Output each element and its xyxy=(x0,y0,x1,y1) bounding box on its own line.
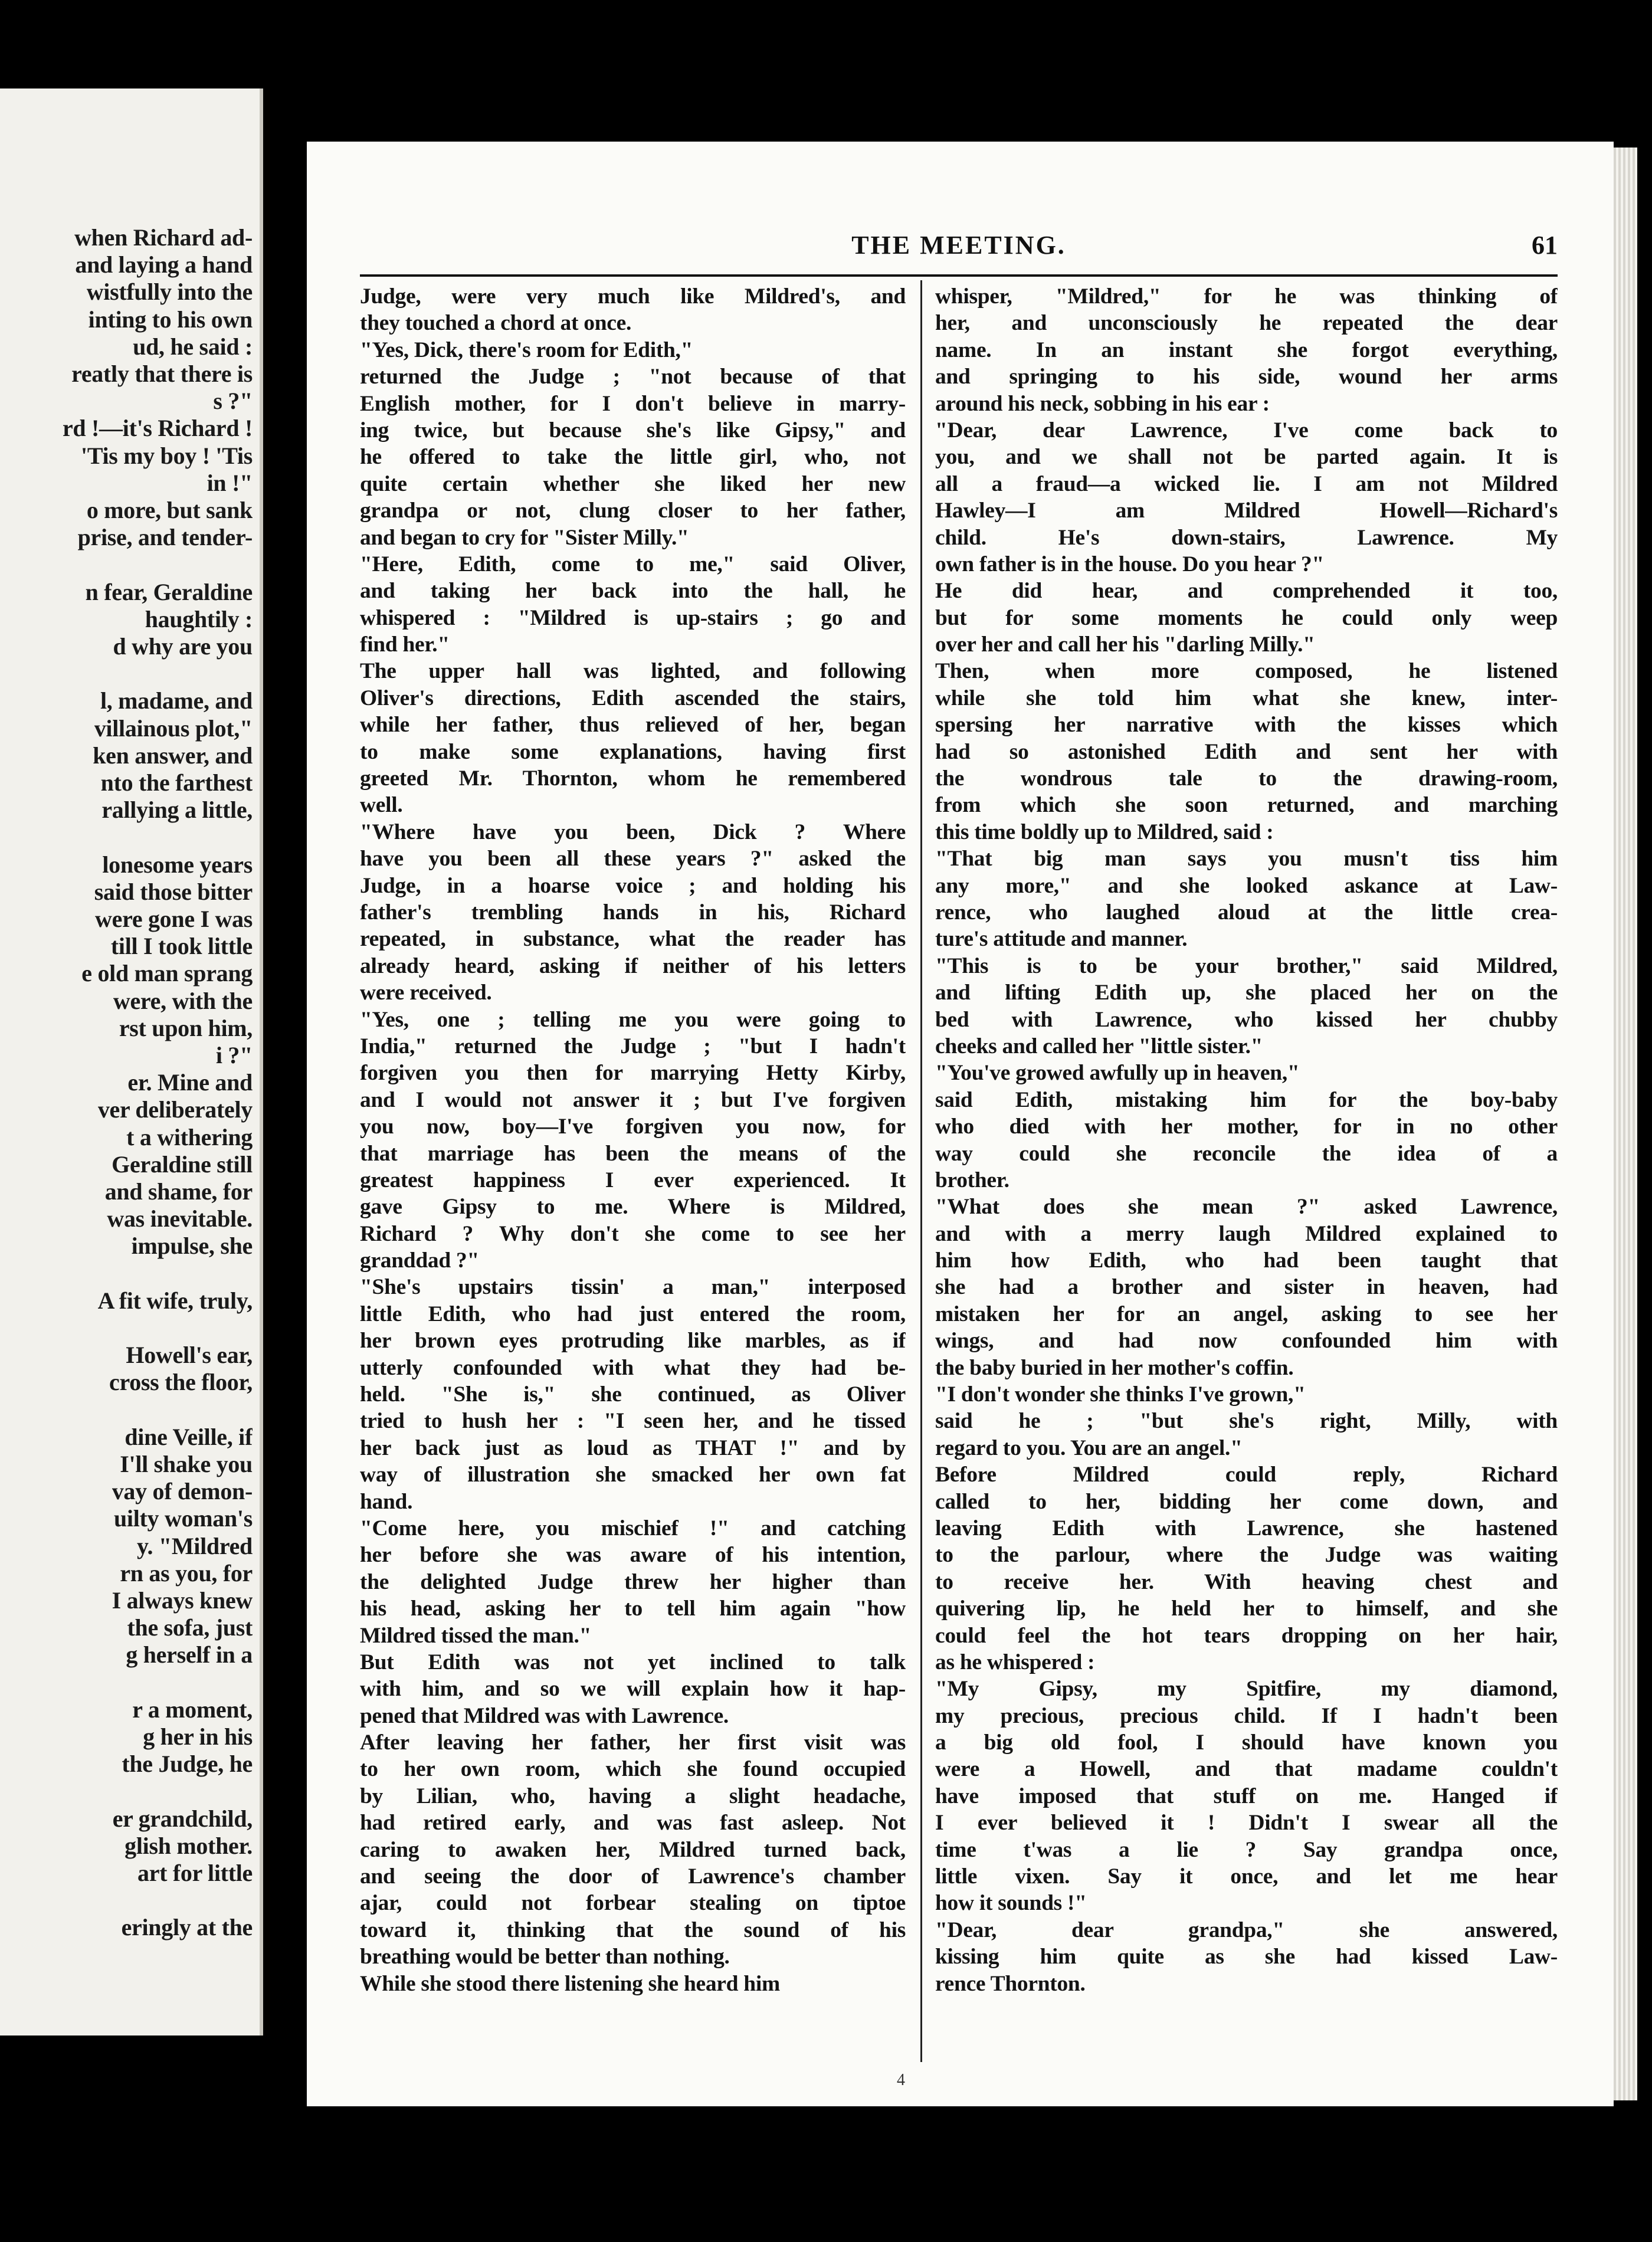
right-column-text-line: time t'was a lie ? Say grandpa once, xyxy=(935,1837,1558,1862)
left-column-text-line: and taking her back into the hall, he xyxy=(360,579,906,604)
right-column-text-line: around his neck, sobbing in his ear : xyxy=(935,391,1270,416)
previous-page-text-line: rd !—it's Richard ! xyxy=(62,415,253,442)
left-column-text-line: greeted Mr. Thornton, whom he remembered xyxy=(360,766,906,791)
right-column-text-line: how it sounds !" xyxy=(935,1891,1087,1916)
previous-page-text-line: rallying a little, xyxy=(101,796,253,824)
previous-page-text-line: s ?" xyxy=(213,388,253,415)
left-column-text-line: returned the Judge ; "not because of that xyxy=(360,365,906,389)
left-column-text-line: while her father, thus relieved of her, began xyxy=(360,713,906,738)
right-column-text-line: to the parlour, where the Judge was waiting xyxy=(935,1543,1558,1568)
previous-page-text-line: i ?" xyxy=(215,1042,253,1068)
left-column-text-line: While she stood there listening she heard him xyxy=(360,1971,780,1996)
left-column-text-line: you now, boy—I've forgiven you now, for xyxy=(360,1115,906,1139)
right-column-text-line: him how Edith, who had been taught that xyxy=(935,1248,1558,1273)
right-column-text-line: a big old fool, I should have known you xyxy=(935,1730,1558,1755)
previous-page-text-line: impulse, she xyxy=(131,1233,253,1260)
left-column-text-line: Judge, in a hoarse voice ; and holding his xyxy=(360,873,906,898)
right-column-text-line: and springing to his side, wound her arms xyxy=(935,365,1558,389)
previous-page-text-line: er grandchild, xyxy=(112,1805,253,1832)
left-column-text-line: he offered to take the little girl, who, not xyxy=(360,445,906,470)
right-column-text-line: over her and call her his "darling Milly." xyxy=(935,632,1315,657)
left-column xyxy=(360,283,906,1997)
previous-page-text-line: art for little xyxy=(137,1860,253,1886)
previous-page-text-line: was inevitable. xyxy=(107,1205,253,1233)
right-column-text-line: the wondrous tale to the drawing-room, xyxy=(935,766,1558,791)
previous-page-text-line: said those bitter xyxy=(94,878,253,905)
left-column-text-line: find her." xyxy=(360,632,450,657)
right-column-text-line: said Edith, mistaking him for the boy-baby xyxy=(935,1087,1558,1112)
right-column-text-line: child. He's down-stairs, Lawrence. My xyxy=(935,525,1558,550)
right-column-text-line: bed with Lawrence, who kissed her chubby xyxy=(935,1007,1558,1032)
previous-page-text-line: reatly that there is xyxy=(71,360,253,387)
right-column-text-line: kissing him quite as she had kissed Law- xyxy=(935,1945,1558,1969)
right-column-text-line: "What does she mean ?" asked Lawrence, xyxy=(935,1195,1558,1220)
signature-mark: 4 xyxy=(897,2071,905,2089)
left-column-text-line: quite certain whether she liked her new xyxy=(360,471,906,496)
left-column-text-line: Richard ? Why don't she come to see her xyxy=(360,1221,906,1246)
left-column-text-line: they touched a chord at once. xyxy=(360,311,632,336)
previous-page-text-line: l, madame, and xyxy=(100,687,253,714)
left-column-text-line: India," returned the Judge ; "but I hadn't xyxy=(360,1034,906,1058)
right-column-text-line: this time boldly up to Mildred, said : xyxy=(935,820,1274,844)
previous-page-text-line: eringly at the xyxy=(121,1914,253,1941)
left-column-text-line: her brown eyes protruding like marbles, as if xyxy=(360,1329,906,1353)
right-column-text-line: wings, and had now confounded him with xyxy=(935,1329,1558,1353)
left-column-text-line: have you been all these years ?" asked the xyxy=(360,847,906,871)
previous-page-text-line: ud, he said : xyxy=(133,333,253,360)
left-column-text-line: "Yes, one ; telling me you were going to xyxy=(360,1007,906,1032)
left-column-text-line: ing twice, but because she's like Gipsy," and xyxy=(360,418,906,442)
left-column-text-line: the delighted Judge threw her higher than xyxy=(360,1569,906,1594)
left-column-text-line: After leaving her father, her first visit was xyxy=(360,1730,906,1755)
left-column-text-line: gave Gipsy to me. Where is Mildred, xyxy=(360,1195,906,1220)
previous-page-text-line: ver deliberately xyxy=(97,1096,253,1123)
left-column-text-line: to her own room, which she found occupied xyxy=(360,1757,906,1782)
left-column-text-line: repeated, in substance, what the reader has xyxy=(360,927,906,952)
previous-page-text-line: t a withering xyxy=(126,1123,253,1150)
previous-page-text-line: y. "Mildred xyxy=(137,1532,253,1559)
left-column-text-line: pened that Mildred was with Lawrence. xyxy=(360,1703,729,1728)
previous-page-text-line: g herself in a xyxy=(126,1641,253,1669)
right-column-text-line: "My Gipsy, my Spitfire, my diamond, xyxy=(935,1677,1558,1702)
previous-page-text-line: prise, and tender- xyxy=(77,524,253,551)
right-column-text-line: brother. xyxy=(935,1168,1009,1192)
right-column-text-line: from which she soon returned, and marching xyxy=(935,793,1558,818)
previous-page-text-line: vay of demon- xyxy=(112,1478,253,1505)
right-column-text-line: "Dear, dear grandpa," she answered, xyxy=(935,1918,1558,1942)
right-column-text-line: the baby buried in her mother's coffin. xyxy=(935,1355,1294,1380)
right-column-text-line: name. In an instant she forgot everything, xyxy=(935,337,1558,362)
right-column-text-line: own father is in the house. Do you hear ?" xyxy=(935,552,1324,576)
previous-page-text-line: e old man sprang xyxy=(81,960,253,987)
left-column-text-line: way of illustration she smacked her own fat xyxy=(360,1463,906,1487)
right-column-text-line: He did hear, and comprehended it too, xyxy=(935,579,1558,604)
left-column-text-line: "Yes, Dick, there's room for Edith," xyxy=(360,337,693,362)
left-column-text-line: Judge, were very much like Mildred's, and xyxy=(360,284,906,309)
right-column-text-line: leaving Edith with Lawrence, she hastened xyxy=(935,1516,1558,1540)
left-column-text-line: English mother, for I don't believe in marry- xyxy=(360,391,906,416)
column-divider xyxy=(920,280,922,2062)
previous-page-text-line: n fear, Geraldine xyxy=(85,578,253,605)
left-column-text-line: tried to hush her : "I seen her, and he tissed xyxy=(360,1409,906,1434)
right-column-text-line: who died with her mother, for in no other xyxy=(935,1115,1558,1139)
previous-page-text-line: I always knew xyxy=(112,1587,253,1614)
previous-page-text-line: rst upon him, xyxy=(119,1014,253,1041)
left-column-text-line: held. "She is," she continued, as Oliver xyxy=(360,1382,906,1407)
previous-page-text-line: nto the farthest xyxy=(100,769,253,796)
left-column-text-line: Oliver's directions, Edith ascended the stairs, xyxy=(360,686,906,710)
left-column-text-line: with him, and so we will explain how it hap- xyxy=(360,1677,906,1702)
page-edge xyxy=(1614,148,1637,2100)
previous-page-text-line: dine Veille, if xyxy=(124,1423,253,1450)
right-column-text-line: and with a merry laugh Mildred explained to xyxy=(935,1221,1558,1246)
left-column-text-line: whispered : "Mildred is up-stairs ; go and xyxy=(360,605,906,630)
previous-page-text-line: Howell's ear, xyxy=(126,1342,253,1369)
previous-page-text-line: cross the floor, xyxy=(109,1369,253,1396)
left-column-text-line: greatest happiness I ever experienced. It xyxy=(360,1168,906,1192)
left-column-text-line: caring to awaken her, Mildred turned back, xyxy=(360,1837,906,1862)
left-column-text-line: ajar, could not forbear stealing on tiptoe xyxy=(360,1891,906,1916)
left-column-text-line: already heard, asking if neither of his letters xyxy=(360,953,906,978)
left-column-text-line: father's trembling hands in his, Richard xyxy=(360,900,906,925)
right-column-text-line: ture's attitude and manner. xyxy=(935,927,1188,952)
left-column-text-line: and seeing the door of Lawrence's chamber xyxy=(360,1864,906,1889)
right-column-text-line: any more," and she looked askance at Law- xyxy=(935,873,1558,898)
previous-page-text-line: inting to his own xyxy=(88,306,253,333)
header-rule xyxy=(360,274,1558,277)
previous-page-text-line: and laying a hand xyxy=(75,251,253,278)
right-column-text-line: "You've growed awfully up in heaven," xyxy=(935,1061,1300,1086)
left-column-text-line: Mildred tissed the man." xyxy=(360,1623,592,1648)
right-column-text-line: quivering lip, he held her to himself, and she xyxy=(935,1597,1558,1621)
right-column-text-line: could feel the hot tears dropping on her hair, xyxy=(935,1623,1558,1648)
left-column-text-line: "She's upstairs tissin' a man," interposed xyxy=(360,1275,906,1300)
left-column-text-line: "Come here, you mischief !" and catching xyxy=(360,1516,906,1540)
right-column xyxy=(935,283,1558,1997)
right-column-text-line: have imposed that stuff on me. Hanged if xyxy=(935,1784,1558,1808)
right-column-text-line: were a Howell, and that madame couldn't xyxy=(935,1757,1558,1782)
left-column-text-line: utterly confounded with what they had be- xyxy=(360,1355,906,1380)
previous-page-text-line: and shame, for xyxy=(104,1178,253,1205)
right-column-text-line: I ever believed it ! Didn't I swear all the xyxy=(935,1811,1558,1835)
previous-page-text-line: uilty woman's xyxy=(113,1505,253,1532)
previous-page-text-line: wistfully into the xyxy=(86,278,253,306)
right-column-text-line: "This is to be your brother," said Mildred, xyxy=(935,953,1558,978)
right-column-text-line: regard to you. You are an angel." xyxy=(935,1435,1243,1460)
left-column-text-line: by Lilian, who, having a slight headache, xyxy=(360,1784,906,1808)
previous-page-text-line: er. Mine and xyxy=(127,1069,253,1096)
right-column-text-line: spersing her narrative with the kisses which xyxy=(935,713,1558,738)
right-column-text-line: all a fraud—a wicked lie. I am not Mildred xyxy=(935,471,1558,496)
left-column-text-line: his head, asking her to tell him again "how xyxy=(360,1597,906,1621)
left-column-text-line: had retired early, and was fast asleep. Not xyxy=(360,1811,906,1835)
right-column-text-line: rence Thornton. xyxy=(935,1971,1086,1996)
right-column-text-line: to receive her. With heaving chest and xyxy=(935,1569,1558,1594)
right-column-text-line: she had a brother and sister in heaven, had xyxy=(935,1275,1558,1300)
previous-page-text-line: villainous plot," xyxy=(94,714,253,742)
right-column-text-line: while she told him what she knew, inter- xyxy=(935,686,1558,710)
previous-page-text-line: when Richard ad- xyxy=(74,224,253,251)
right-column-text-line: "I don't wonder she thinks I've grown," xyxy=(935,1382,1306,1407)
right-column-text-line: and lifting Edith up, she placed her on the xyxy=(935,981,1558,1005)
right-column-text-line: Then, when more composed, he listened xyxy=(935,659,1558,684)
book-page xyxy=(307,142,1614,2106)
right-column-text-line: mistaken her for an angel, asking to see her xyxy=(935,1302,1558,1326)
left-column-text-line: "Where have you been, Dick ? Where xyxy=(360,820,906,844)
previous-page-text-line: Geraldine still xyxy=(112,1150,253,1178)
left-column-text-line: and began to cry for "Sister Milly." xyxy=(360,525,689,550)
left-column-text-line: her before she was aware of his intention, xyxy=(360,1543,906,1568)
right-column-text-line: her, and unconsciously he repeated the dear xyxy=(935,311,1558,336)
left-column-text-line: little Edith, who had just entered the room, xyxy=(360,1302,906,1326)
left-column-text-line: grandpa or not, clung closer to her father, xyxy=(360,499,906,523)
left-column-text-line: to make some explanations, having first xyxy=(360,739,906,764)
previous-page-text-line: the Judge, he xyxy=(122,1751,253,1778)
right-column-text-line: Hawley—I am Mildred Howell—Richard's xyxy=(935,499,1558,523)
previous-page-text-line: ken answer, and xyxy=(93,742,253,769)
previous-page-text-line: lonesome years xyxy=(102,851,253,878)
running-header xyxy=(360,230,1558,266)
left-column-text-line: forgiven you then for marrying Hetty Kirby, xyxy=(360,1061,906,1086)
left-column-text-line: hand. xyxy=(360,1489,413,1514)
page-number: 61 xyxy=(1532,231,1558,260)
previous-page-text-line: r a moment, xyxy=(132,1696,253,1723)
right-column-text-line: "That big man says you musn't tiss him xyxy=(935,847,1558,871)
right-column-text-line: little vixen. Say it once, and let me hear xyxy=(935,1864,1558,1889)
previous-page-text-line: were, with the xyxy=(113,987,253,1014)
left-column-text-line: that marriage has been the means of the xyxy=(360,1141,906,1166)
right-column-text-line: had so astonished Edith and sent her with xyxy=(935,739,1558,764)
previous-page-text-line: o more, but sank xyxy=(86,497,253,523)
right-column-text-line: way could she reconcile the idea of a xyxy=(935,1141,1558,1166)
left-column-text-line: But Edith was not yet inclined to talk xyxy=(360,1650,906,1674)
left-column-text-line: and I would not answer it ; but I've forgiven xyxy=(360,1087,906,1112)
previous-page-text-line: d why are you xyxy=(113,633,253,660)
previous-page-text-line: rn as you, for xyxy=(120,1559,253,1587)
page-title: THE MEETING. xyxy=(851,231,1066,260)
previous-page-text-line: glish mother. xyxy=(124,1832,253,1859)
right-column-text-line: you, and we shall not be parted again. It is xyxy=(935,445,1558,470)
right-column-text-line: cheeks and called her "little sister." xyxy=(935,1034,1263,1058)
left-column-text-line: breathing would be better than nothing. xyxy=(360,1945,730,1969)
left-column-text-line: were received. xyxy=(360,981,492,1005)
right-column-text-line: but for some moments he could only weep xyxy=(935,605,1558,630)
right-column-text-line: Before Mildred could reply, Richard xyxy=(935,1463,1558,1487)
previous-page-text-line: the sofa, just xyxy=(127,1614,253,1641)
right-column-text-line: as he whispered : xyxy=(935,1650,1095,1674)
right-column-text-line: called to her, bidding her come down, and xyxy=(935,1489,1558,1514)
left-column-text-line: granddad ?" xyxy=(360,1248,479,1273)
previous-page-text-line: g her in his xyxy=(143,1723,253,1750)
previous-page-text-line: I'll shake you xyxy=(120,1451,253,1477)
previous-page-text-line: in !" xyxy=(206,469,253,496)
right-column-text-line: whisper, "Mildred," for he was thinking of xyxy=(935,284,1558,309)
left-column-text-line: toward it, thinking that the sound of his xyxy=(360,1918,906,1942)
previous-page-text-line: till I took little xyxy=(110,933,253,960)
left-column-text-line: well. xyxy=(360,793,403,818)
right-column-text-line: rence, who laughed aloud at the little crea- xyxy=(935,900,1558,925)
right-column-text-line: said he ; "but she's right, Milly, with xyxy=(935,1409,1558,1434)
previous-page-text-line: 'Tis my boy ! 'Tis xyxy=(81,442,253,469)
previous-page-text-line: haughtily : xyxy=(145,605,253,632)
previous-page-text-line: A fit wife, truly, xyxy=(97,1287,253,1314)
left-column-text-line: her back just as loud as THAT !" and by xyxy=(360,1435,906,1460)
previous-page xyxy=(0,88,263,2036)
left-column-text-line: The upper hall was lighted, and following xyxy=(360,659,906,684)
previous-page-text-line: were gone I was xyxy=(95,906,253,932)
right-column-text-line: "Dear, dear Lawrence, I've come back to xyxy=(935,418,1558,442)
left-column-text-line: "Here, Edith, come to me," said Oliver, xyxy=(360,552,906,576)
right-column-text-line: my precious, precious child. If I hadn't been xyxy=(935,1703,1558,1728)
